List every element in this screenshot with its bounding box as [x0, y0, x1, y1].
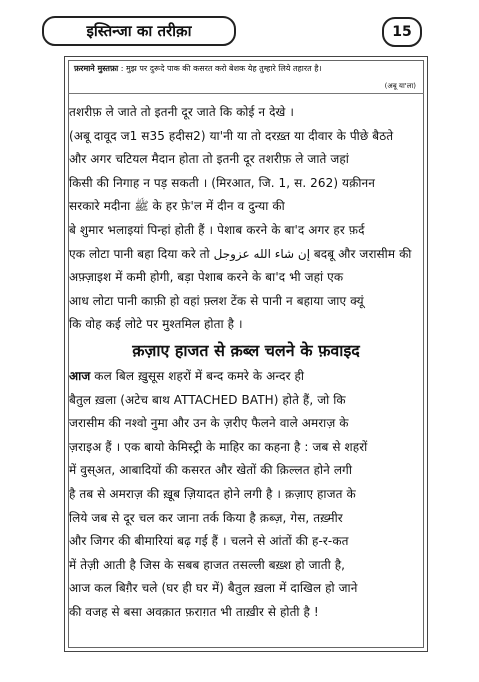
text-line: कि वोह कई लोटे पर मुश्तमिल होता है ।: [69, 317, 243, 332]
text-line: बे शुमार भलाइयां पिन्हां होती हैं । पेशाब करने के बा'द अगर हर फ़र्द: [69, 222, 365, 237]
text-line: जरासीम की नश्वो नुमा और उन के ज़रीए फैलने वाले अमराज़ के: [69, 416, 349, 431]
paragraph-first-rest: कल बिल ख़ुसूस शहरों में बन्द कमरे के अन्दर ही: [90, 368, 305, 383]
text-line: की वजह से बसा अवक़ात फ़राग़त भी ताख़ीर से होती है !: [69, 604, 319, 619]
text-line: आज कल बिग़ैर चले (घर ही घर में) बैतुल ख़ला में दाखिल हो जाने: [69, 581, 358, 596]
text-line: अफ़्ज़ाइश में कमी होगी, बड़ा पेशाब करने के बा'द भी जहां एक: [69, 270, 344, 285]
hadith-label: फ़रमाने मुस्तफ़ा: [74, 64, 119, 73]
page-frame: [64, 56, 428, 652]
hadith-citation: (अबू या'ला): [384, 82, 416, 90]
paragraph-first-word: आज: [69, 368, 91, 383]
text-line: ज़राइअ हैं । एक बायो केमिस्ट्री के माहिर का कहना है : जब से शहरों: [69, 439, 368, 454]
text-line: सरकारे मदीना ﷺ के हर फ़े'ल में दीन व दुन्या की: [69, 199, 285, 214]
text-line: (अबू दावूद ज1 स35 हदीस2) या'नी या तो दरख़्त या दीवार के पीछे बैठते: [69, 128, 394, 143]
hadith-separator: :: [120, 64, 127, 73]
text-line: एक लोटा पानी बहा दिया करे तो إن شاء الله عزوجل बदबू और जरासीम की: [69, 246, 412, 261]
book-title: इस्तिन्जा का तरीक़ा: [42, 16, 236, 46]
text-line: लिये जब से दूर चल कर जाना तर्क किया है क़ब्ज़, गेस, तख़्मीर: [69, 510, 343, 525]
text-line: किसी की निगाह न पड़ सकती । (मिरआत, जि. 1, स. 262) यक़ीनन: [69, 175, 376, 190]
text-line: और अगर चटियल मैदान होता तो इतनी दूर तशरीफ़ ले जाते जहां: [69, 152, 349, 167]
body-text: [69, 101, 423, 624]
text-line: और जिगर की बीमारियां बढ़ गई हैं । चलने से आंतों की ह-र-कत: [69, 534, 349, 549]
text-line: तशरीफ़ ले जाते तो इतनी दूर जाते कि कोई न देखे ।: [69, 105, 295, 119]
text-line: बैतुल ख़ला (अटेच बाथ ATTACHED BATH) होते हैं, जो कि: [69, 392, 346, 407]
text-line: में तेज़ी आती है जिस के सबब हाजत तसल्ली बख़्श हो जाती है,: [69, 557, 346, 572]
hadith-text: मुझ पर दुरूदे पाक की कसरत करो बेशक येह तुम्हारे लिये तहारत है।: [126, 64, 322, 73]
text-line: में वुस्अत, आबादियों की कसरत और खेतों की क़िल्लत होने लगी: [69, 463, 353, 478]
hadith-box: [68, 60, 424, 94]
text-line: है तब से अमराज़ की ख़ूब ज़ियादत होने लगी है । क़ज़ाए हाजत के: [69, 486, 356, 501]
section-heading: क़ज़ाए हाजत से क़ब्ल चलने के फ़वाइद: [132, 340, 360, 360]
text-line: [69, 365, 423, 389]
page-number: 15: [382, 17, 422, 47]
text-line: आध लोटा पानी काफ़ी हो वहां फ़्लश टेंक से पानी न बहाया जाए क्यूं: [69, 293, 364, 308]
